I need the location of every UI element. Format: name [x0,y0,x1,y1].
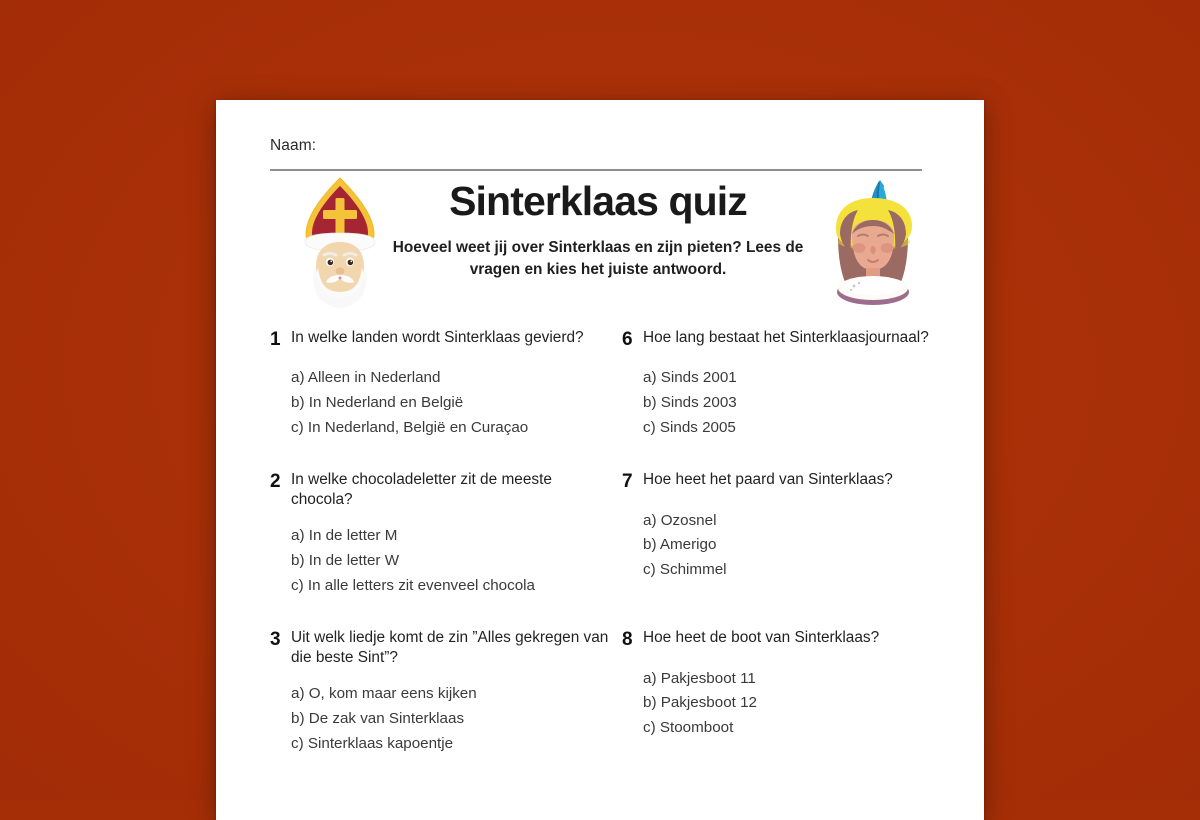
answer-option[interactable]: a) Sinds 2001 [643,369,737,387]
question-text: In welke chocoladeletter zit de meeste chocola? [291,471,552,509]
question-item [270,628,610,786]
answer-option[interactable]: a) In de letter M [291,527,398,545]
answer-list [270,524,610,598]
answer-list [270,366,610,440]
question-heading [270,628,610,668]
question-item [270,470,610,628]
answer-option[interactable]: c) Sinterklaas kapoentje [291,734,454,752]
answer-option[interactable]: c) Schimmel [643,561,727,579]
answer-option[interactable]: c) Sinds 2005 [643,418,736,436]
question-item [622,470,942,628]
answer-list [622,509,942,583]
answer-option[interactable]: b) In Nederland en België [291,393,464,411]
question-text: Hoe lang bestaat het Sinterklaasjournaal? [643,329,929,346]
name-field-row [270,138,922,171]
question-number: 2 [270,471,281,493]
worksheet-header [270,172,922,304]
answer-option[interactable]: a) Alleen in Nederland [291,369,441,387]
page-title: Sinterklaas quiz [449,178,747,224]
question-heading [270,328,610,352]
questions-grid [270,328,930,786]
answer-option[interactable]: b) Sinds 2003 [643,393,737,411]
question-heading [622,470,942,494]
answer-option[interactable]: c) Stoomboot [643,719,734,737]
answer-option[interactable]: b) In de letter W [291,551,400,569]
answer-option[interactable]: c) In Nederland, België en Curaçao [291,418,529,436]
question-heading [622,628,942,652]
answer-option[interactable]: b) Pakjesboot 12 [643,694,757,712]
sinterklaas-face-icon [288,172,392,308]
question-text: In welke landen wordt Sinterklaas gevierd? [291,329,584,346]
answer-option[interactable]: b) Amerigo [643,536,717,554]
answer-list [622,366,942,440]
answer-option[interactable]: a) Ozosnel [643,511,717,529]
question-heading [622,328,942,352]
answer-list [622,667,942,741]
answer-list [270,682,610,756]
question-text: Hoe heet de boot van Sinterklaas? [643,629,880,647]
name-field-label: Naam: [270,137,317,154]
worksheet-page [216,100,984,820]
question-number: 7 [622,471,633,493]
question-text: Uit welk liedje komt de zin ”Alles gekregen van die beste Sint”? [291,629,609,667]
question-heading [270,470,610,510]
question-text: Hoe heet het paard van Sinterklaas? [643,471,893,489]
question-number: 6 [622,329,633,350]
answer-option[interactable]: c) In alle letters zit evenveel chocola [291,576,535,594]
name-field-writing-line[interactable] [270,169,922,171]
header-text-block [382,180,814,281]
page-subtitle: Hoeveel weet jij over Sinterklaas en zijn pieten? Lees de vragen en kies het juiste antwoord. [392,239,804,279]
question-item [622,628,942,786]
question-number: 8 [622,629,633,651]
question-number: 3 [270,629,281,651]
piet-face-icon [818,172,928,312]
question-item [622,328,942,470]
question-number: 1 [270,329,281,350]
question-item [270,328,610,470]
answer-option[interactable]: a) Pakjesboot 11 [643,669,756,687]
answer-option[interactable]: b) De zak van Sinterklaas [291,709,465,727]
answer-option[interactable]: a) O, kom maar eens kijken [291,685,477,703]
